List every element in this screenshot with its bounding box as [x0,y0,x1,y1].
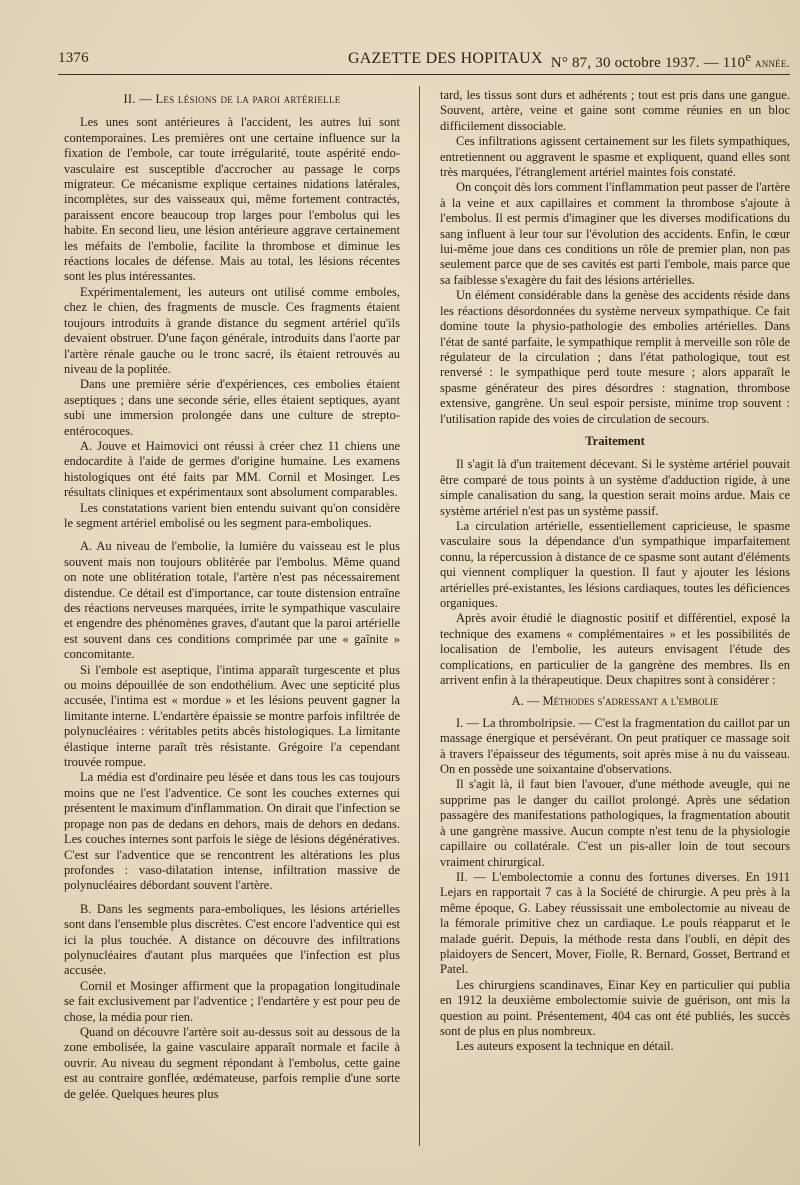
paragraph: Si l'embole est aseptique, l'intima apparaît turgescente et plus ou moins dépouillée de son endothélium. Avec une septicité plus accusée, l'intima est « mordue » et les lésions peuvent gagner la limitante interne. L'endartère épaissie se montre parfois infiltrée de polynucléaires : véritables petits abcès histologiques. La limitante élastique interne paraît très résistante. Grégoire l'a cependant trouvée rompue. [64,662,400,770]
paragraph: II. — L'embolectomie a connu des fortunes diverses. En 1911 Lejars en rapportait 7 cas à la Société de chirurgie. A peu près à la même époque, G. Labey réussissait une embolectomie au niveau de la fémorale primitive chez un cardiaque. Le pouls réapparut et le malade guérit. Depuis, la méthode resta dans l'oubli, en dépit des plaidoyers de Sencert, Mover, Fiolle, R. Bernard, Gosset, Bertrand et Patel. [440,869,790,977]
section-title: II. — Les lésions de la paroi artérielle [123,92,341,106]
header-rule [58,74,790,75]
issue-date: N° 87, 30 octobre 1937. — 110 [550,55,746,71]
paragraph: Après avoir étudié le diagnostic positif et différentiel, exposé la technique des examens « complémentaires » et les possibilités de localisation de l'embolie, les auteurs envisagent l'étude des complications, en particulier de la gangrène des membres. Ils en arrivent enfin à la thérapeutique. Deux chapitres sont à considérer : [440,611,790,688]
column-divider [419,86,420,1146]
paragraph: La média est d'ordinaire peu lésée et dans tous les cas toujours moins que ne l'est l'adventice. Ce sont les couches externes qui présentent le maximum d'inflammation. On dirait que l'infection se propage non pas de dedans en dehors, mais de dehors en dedans. Les couches internes sont parfois le siège de lésions dégénératives. C'est sur l'adventice que se rencontrent les altérations les plus profondes : vaso-dilatation intense, infiltration massive de polynucléaires débordant souvent l'artère. [64,770,400,893]
paragraph: tard, les tissus sont durs et adhérents ; tout est pris dans une gangue. Souvent, artère, veine et gaine sont comme réunies en un bloc difficilement dissociable. [440,88,790,133]
paragraph: Ces infiltrations agissent certainement sur les filets sympathiques, entretiennent ou aggravent le spasme et expliquent, quand elles sont très marquées, l'étranglement artériel maintes fois constaté. [440,134,790,180]
paragraph: Les unes sont antérieures à l'accident, les autres lui sont contemporaines. Les premières ont une certaine influence sur la fixation de l'embole, car toute irrégularité, toute aspérité endo-vasculaire est susceptible d'accrocher au passage le corps migrateur. Ce mécanisme explique certaines nidations latérales, incomplètes, sur des vaisseaux qui, même fortement contractés, paraissent encore beaucoup trop larges pour l'embolus qui les habite. En second lieu, une lésion antérieure aggrave certainement les méfaits de l'embolie, facilite la thrombose et diminue les réactions locales de défense. Mais au total, les lésions récentes sont les plus intéressantes. [64,115,400,284]
paragraph: A. Jouve et Haimovici ont réussi à créer chez 11 chiens une endocardite à l'aide de germes d'origine humaine. Les examens histologiques ont été faits par MM. Cornil et Mosinger. Les résultats cliniques et expérimentaux sont absolument comparables. [64,438,400,500]
paragraph: Les constatations varient bien entendu suivant qu'on considère le segment artériel embolisé ou les segment para-emboliques. [64,500,400,530]
paragraph: Il s'agit là, il faut bien l'avouer, d'une méthode aveugle, qui ne supprime pas le danger du caillot prolongé. Après une sédation passagère des manifestations pathologiques, la fragmentation aboutit à une gangrène massive. Aucun compte n'est tenu de la physiologie capillaire ou collatérale. C'est un pis-aller loin de tout secours vraiment chirurgical. [440,777,790,869]
paragraph: Les chirurgiens scandinaves, Einar Key en particulier qui publia en 1912 la deuxième embolectomie suivie de guérison, ont mis la question au point. Présentement, 404 cas ont été publiés, les succès sont de plus en plus nombreux. [440,977,790,1038]
journal-title: GAZETTE DES HOPITAUX [348,50,543,67]
spacer [64,531,400,539]
subsection-title: A. — Méthodes s'adressant a l'embolie [511,694,719,709]
right-column [440,88,790,1055]
left-column [64,88,400,1102]
paragraph: Cornil et Mosinger affirment que la propagation longitudinale se fait exclusivement par l'adventice ; l'endartère y est pour peu de chose, la média pour rien. [64,978,400,1024]
paragraph: B. Dans les segments para-emboliques, les lésions artérielles sont dans l'ensemble plus discrètes. C'est encore l'adventice qui est ici la plus touchée. A distance on découvre des infiltrations polynucléaires d'autant plus marquées que l'infection est plus accusée. [64,901,400,978]
issue-ordinal: e [745,50,752,64]
paragraph: Dans une première série d'expériences, ces embolies étaient aseptiques ; dans une seconde série, elles étaient septiques, ayant subi une immersion prolongée dans une culture de strepto-entérocoques. [64,377,400,438]
paragraph: Les auteurs exposent la technique en détail. [456,1039,674,1054]
spacer [64,894,400,902]
paragraph: Il s'agit là d'un traitement décevant. Si le système artériel pouvait être comparé de tous points à un système d'adduction rigide, à une simple canalisation du sang, la question serait moins ardue. Mais ce système artériel n'est pas un système passif. [440,457,790,518]
page-header [58,50,790,72]
paragraph: On conçoit dès lors comment l'inflammation peut passer de l'artère à la veine et aux capillaires et comment la thrombose s'ajoute à l'embolus. Il est permis d'imaginer que les diverses modifications du sang influent à leur tour sur l'évolution des accidents. Enfin, le cœur lui-même joue dans ces conditions un rôle de premier plan, non pas seulement parce que de ses cavités est parti l'embole, mais parce que sa faiblesse s'exagère du fait des lésions artérielles. [440,180,790,287]
paragraph: Un élément considérable dans la genèse des accidents réside dans les réactions désordonnées du système nerveux sympathique. Ce fait domine toute la physio-pathologie des embolies artérielles. Dans l'état de santé parfaite, le sympathique remplit à merveille son rôle de régulateur de la circulation ; dans l'état pathologique, tout est renversé : le sympathique perd toute mesure ; alors apparaît le spasme générateur des pires désordres : stagnation, thrombose extensive, gangrène. Un seul espoir persiste, minime trop souvent : l'utilisation rapide des voies de circulation de secours. [440,288,790,426]
traitement-heading: Traitement [585,433,645,448]
paragraph: Expérimentalement, les auteurs ont utilisé comme emboles, chez le chien, des fragments de muscle. Ces fragments étaient toujours introduits à grande distance du segment artériel qu'ils devaient obstruer. D'une façon générale, introduits dans l'aorte par l'artère rénale gauche ou le tronc sacré, ils étaient retrouvés au niveau de la poplitée. [64,284,400,376]
page-number: 1376 [58,50,89,66]
issue-year-label: année. [755,55,790,70]
paragraph: La circulation artérielle, essentiellement capricieuse, le spasme vasculaire sous la dépendance d'un sympathique imparfaitement connu, la répercussion à distance de ce spasme sont autant d'éléments qui viennent compliquer la question. Il faut y ajouter les lésions artérielles pré-existantes, les lésions cardiaques, toutes les déficiences organiques. [440,518,790,610]
paragraph: A. Au niveau de l'embolie, la lumière du vaisseau est le plus souvent mais non toujours oblitérée par l'embolus. Même quand on note une oblitération totale, l'artère n'est pas nécessairement distendue. Ce détail est d'importance, car toute distension entraîne des réactions nerveuses marquées, irrite le sympathique vasculaire et engendre des phénomènes graves, d'autant que la paroi artérielle est souvent dans ces conditions comprimée par une « gaînite » concomitante. [64,539,400,662]
issue-line [551,50,790,72]
paragraph: Quand on découvre l'artère soit au-dessus soit au dessous de la zone embolisée, la gaine vasculaire apparaît normale et facile à ouvrir. Au niveau du segment répondant à l'embolus, cette gaine est au contraire gonflée, œdémateuse, parfois remplie d'une sorte de gelée. Quelques heures plus [64,1024,400,1101]
paragraph: I. — La thrombolripsie. — C'est la fragmentation du caillot par un massage énergique et persévérant. On peut pratiquer ce massage soit à travers l'épaisseur des téguments, soit après mise à nu du vaisseau. On en possède une soixantaine d'observations. [440,715,790,777]
